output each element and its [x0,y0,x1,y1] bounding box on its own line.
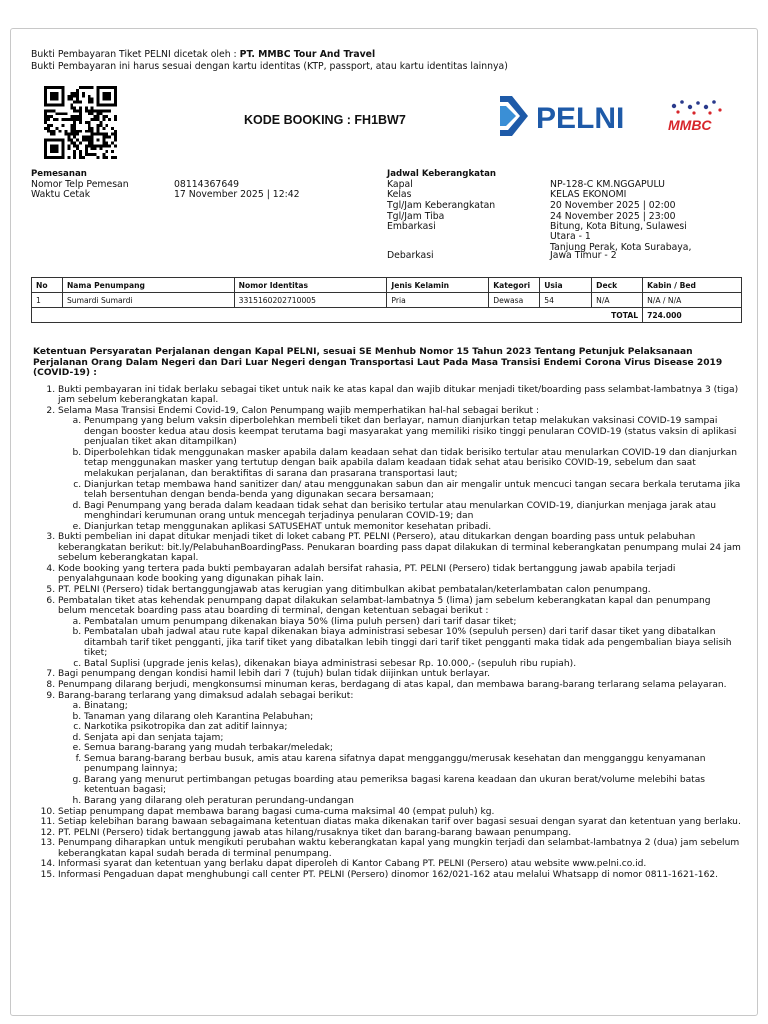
terms-subitem: a. Penumpang yang belum vaksin diperbolehkan membeli tiket dan berlayar, namun dianjurkan tetap melakukan vaksinasi COVID-19 sampai dengan booster kedua atau dosis keempat terutama bagi masyarakat yang memiliki risiko tinggi penularan COVID-19 (status vaksin di aplikasi penjualan tiket akan ditampilkan) [84,416,741,448]
terms-item-text: Penumpang dilarang berjudi, mengkonsumsi minuman keras, berdagang di atas kapal, dan membawa barang-barang terlarang selama pelayaran. [58,679,727,690]
terms-item [58,385,741,406]
pelni-logo [498,94,648,138]
col-header-no: No [32,278,63,293]
col-header-age: Usia [540,278,592,293]
terms-subitem: d. Senjata api dan senjata tajam; [84,733,741,744]
cell-no: 1 [32,293,63,308]
cell-category: Dewasa [489,293,540,308]
terms-item-text: PT. PELNI (Persero) tidak bertanggung jawab atas hilang/rusaknya tiket dan barang-barang bawaan penumpang. [58,827,572,838]
terms-subitem: f. Semua barang-barang berbau busuk, amis atau karena sifatnya dapat mengganggu/merusak kesehatan dan mengganggu kenyamanan penumpang lainnya; [84,754,741,775]
arrival-value: 24 November 2025 | 23:00 [550,211,676,222]
terms-list [31,385,741,881]
departure-label: Tgl/Jam Keberangkatan [387,200,496,211]
terms-subitem: a. Binatang; [84,701,741,712]
terms-subitem: c. Batal Suplisi (upgrade jenis kelas), dikenakan biaya administrasi sebesar Rp. 10.000,- (sepuluh ribu rupiah). [84,659,741,670]
orderer-title: Pemesanan [31,169,87,179]
printed-by-prefix: Bukti Pembayaran Tiket PELNI dicetak oleh : [31,49,240,60]
total-row [32,308,742,323]
print-time-value: 17 November 2025 | 12:42 [174,189,300,200]
terms-item [58,870,741,881]
printed-by-agent: PT. MMBC Tour And Travel [239,49,376,60]
terms-item-text: Barang-barang terlarang yang dimaksud adalah sebagai berikut: [58,690,354,701]
id-notice: Bukti Pembayaran ini harus sesuai dengan kartu identitas (KTP, passport, atau kartu identitas lainnya) [31,61,508,72]
mmbc-logo [660,98,730,136]
terms-subitem: e. Semua barang-barang yang mudah terbakar/meledak; [84,743,741,754]
terms-item-text: Informasi Pengaduan dapat menghubungi call center PT. PELNI (Persero) dinomor 162/021-162 atau melalui Whatsapp di nomor 0811-1621-162. [58,869,719,880]
col-header-name: Nama Penumpang [62,278,234,293]
class-value: KELAS EKONOMI [550,189,627,200]
terms-item [58,838,741,859]
class-label: Kelas [387,189,412,200]
ship-value: NP-128-C KM.NGGAPULU [550,179,665,190]
terms-subitem: g. Barang yang menurut pertimbangan petugas boarding atau pemeriksa bagasi karena keadaan dan ukuran berat/volume melebihi batas ketentuan bagasi; [84,775,741,796]
terms-item-text: Pembatalan tiket atas kehendak penumpang dapat dilakukan selambat-lambatnya 5 (lima) jam sebelum keberangkatan kapal dan penumpang belum mencetak boarding pass atau boarding di terminal, dengan ketentuan sebagai berikut : [58,595,711,617]
pelni-logo-text: PELNI [536,102,625,135]
terms-item [58,406,741,533]
terms-title: Ketentuan Persyaratan Perjalanan dengan Kapal PELNI, sesuai SE Menhub Nomor 15 Tahun 2023 Tentang Petunjuk Pelaksanaan Perjalanan Orang Dalam Negeri dan Dari Luar Negeri dengan Transportasi Laut Pada Masa Transisi Endemi Corona Virus Disease 2019 (COVID-19) : [33,347,723,379]
col-header-deck: Deck [592,278,643,293]
terms-item-text: Setiap kelebihan barang bawaan sebagaimana ketentuan diatas maka dikenakan tarif over bagasi sesuai dengan syarat dan ketentuan yang berlaku. [58,817,741,828]
debark-value-line-1: Tanjung Perak, Kota Surabaya, [550,242,692,253]
pelni-chevron-icon [500,96,528,136]
terms-subitem: b. Diperbolehkan tidak menggunakan masker apabila dalam keadaan sehat dan tidak berisiko tertular atau menularkan COVID-19 dan dianjurkan tetap menggunakan masker yang tertutup dengan baik apabila dalam keadaan tidak sehat atau berisiko COVID-19, sebelum dan saat melakukan perjalanan, dan beraktifitas di sarana dan prasarana transportasi laut; [84,448,741,480]
terms-item [58,669,741,680]
arrival-label: Tgl/Jam Tiba [387,211,445,222]
passenger-table [31,277,742,323]
schedule-title: Jadwal Keberangkatan [387,169,496,179]
phone-value: 08114367649 [174,179,240,190]
terms-item [58,585,741,596]
mmbc-logo-text: MMBC [668,117,712,133]
print-time-label: Waktu Cetak [31,189,91,200]
terms-item [58,691,741,807]
printed-by-block [31,49,508,73]
terms-sublist [58,701,741,806]
table-header-row [32,278,742,293]
embark-value-line-2: Utara - 1 [550,231,591,242]
total-label: TOTAL [592,308,643,323]
total-value: 724.000 [643,308,742,323]
terms-subitem: a. Pembatalan umum penumpang dikenakan biaya 50% (lima puluh persen) dari tarif dasar tiket; [84,617,741,628]
terms-item [58,532,741,564]
phone-label: Nomor Telp Pemesan [31,179,129,190]
total-spacer [32,308,592,323]
cell-gender: Pria [387,293,489,308]
qr-code [44,86,117,159]
terms-section [31,347,741,880]
col-header-id: Nomor Identitas [234,278,387,293]
col-header-category: Kategori [489,278,540,293]
cell-name: Sumardi Sumardi [62,293,234,308]
terms-subitem: e. Dianjurkan tetap menggunakan aplikasi SATUSEHAT untuk memonitor kesehatan pribadi. [84,522,741,533]
terms-subitem: b. Tanaman yang dilarang oleh Karantina Pelabuhan; [84,712,741,723]
terms-item [58,828,741,839]
departure-value: 20 November 2025 | 02:00 [550,200,676,211]
cell-id: 3315160202710005 [234,293,387,308]
terms-item [58,680,741,691]
terms-sublist [58,416,741,532]
terms-subitem: b. Pembatalan ubah jadwal atau rute kapal dikenakan biaya administrasi sebesar 10% (sepuluh persen) dari tarif dasar tiket yang dibatalkan ditambah tarif tiket pengganti, jika tarif tiket yang dibatalkan lebih tinggi dari tarif tiket pengganti maka tidak ada pengembalian biaya selisih tiket; [84,627,741,659]
terms-item-text: Informasi syarat dan ketentuan yang berlaku dapat diperoleh di Kantor Cabang PT. PELNI (Persero) atau website www.pelni.co.id. [58,859,647,870]
col-header-cabin: Kabin / Bed [643,278,742,293]
terms-item [58,807,741,818]
debark-value-line-2: Jawa Timur - 2 [550,250,617,261]
table-row [32,293,742,308]
terms-sublist [58,617,741,670]
cell-deck: N/A [592,293,643,308]
terms-item [58,859,741,870]
terms-subitem: c. Narkotika psikotropika dan zat aditif lainnya; [84,722,741,733]
embark-value-line-1: Bitung, Kota Bitung, Sulawesi [550,221,687,232]
terms-subitem: d. Bagi Penumpang yang berada dalam keadaan tidak sehat dan berisiko tertular atau menularkan COVID-19, dianjurkan menjaga jarak atau menghindari kerumunan orang untuk mencegah terjadinya penularan COVID-19; dan [84,501,741,522]
booking-code: KODE BOOKING : FH1BW7 [244,113,406,127]
terms-subitem: c. Dianjurkan tetap membawa hand sanitizer dan/ atau menggunakan sabun dan air mengalir untuk mencuci tangan secara berkala terutama jika telah bersentuhan dengan benda-benda yang digunakan secara bersamaan; [84,480,741,501]
ship-label: Kapal [387,179,413,190]
cell-age: 54 [540,293,592,308]
debark-label: Debarkasi [387,250,434,261]
embark-label: Embarkasi [387,221,436,232]
terms-subitem: h. Barang yang dilarang oleh peraturan perundang-undangan [84,796,741,807]
terms-item-text: Bukti pembelian ini dapat ditukar menjadi tiket di loket cabang PT. PELNI (Persero), atau ditukarkan dengan boarding pass untuk pelabuhan keberangkatan berikut: bit.ly/PelabuhanBoardingPass. Penukaran boarding pass dapat dilakukan di terminal keberangkatan penumpang mulai 24 jam sebelum keberangkatan kapal. [58,532,741,564]
terms-item-text: PT. PELNI (Persero) tidak bertanggungjawab atas kerugian yang ditimbulkan akibat pembatalan/keterlambatan calon penumpang. [58,585,651,596]
terms-item-text: Bukti pembayaran ini tidak berlaku sebagai tiket untuk naik ke atas kapal dan wajib ditukar menjadi tiket/boarding pass selambat-lambatnya 3 (tiga) jam sebelum keberangkatan kapal. [58,384,739,406]
col-header-gender: Jenis Kelamin [387,278,489,293]
terms-item [58,564,741,585]
terms-item [58,817,741,828]
terms-item-text: Penumpang diharapkan untuk mengikuti perubahan waktu keberangkatan kapal yang mungkin terjadi dan selambat-lambatnya 2 (dua) jam sebelum keberangkatan kapal sudah berada di terminal penumpang. [58,838,740,859]
cell-cabin: N/A / N/A [643,293,742,308]
terms-item-text: Bagi penumpang dengan kondisi hamil lebih dari 7 (tujuh) bulan tidak diijinkan untuk berlayar. [58,669,490,680]
terms-item-text: Selama Masa Transisi Endemi Covid-19, Calon Penumpang wajib memperhatikan hal-hal sebagai berikut : [58,405,540,416]
terms-item-text: Kode booking yang tertera pada bukti pembayaran adalah bersifat rahasia, PT. PELNI (Persero) tidak bertanggung jawab apabila terjadi penyalahgunaan kode booking yang digunakan pihak lain. [58,563,676,585]
terms-item-text: Setiap penumpang dapat membawa barang bagasi cuma-cuma maksimal 40 (empat puluh) kg. [58,806,495,817]
mmbc-molecule-icon [672,100,722,114]
terms-item [58,596,741,670]
